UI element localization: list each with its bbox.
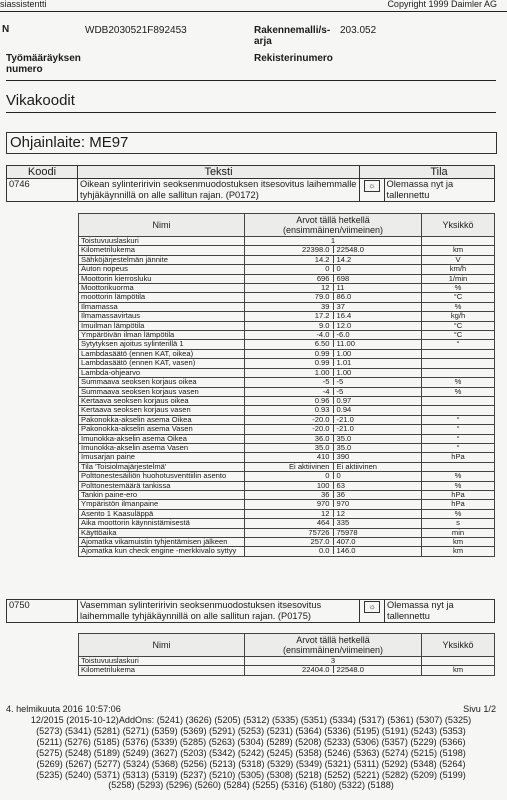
param-value-first: -20.0 xyxy=(312,415,330,424)
value-separator xyxy=(333,293,334,300)
param-values xyxy=(245,331,422,340)
param-name: moottorin lämpötila xyxy=(79,293,245,302)
param-value-first: 75726 xyxy=(308,528,330,537)
param-value-first: 6.50 xyxy=(314,339,330,349)
param-values xyxy=(245,500,422,509)
param-value-last: 63 xyxy=(336,481,345,490)
param-values xyxy=(245,359,422,368)
param-values xyxy=(245,340,422,349)
param-row xyxy=(79,528,495,537)
value-separator xyxy=(333,322,334,329)
param-value-first: 17.2 xyxy=(314,311,330,321)
param-value-last: 407.0 xyxy=(336,537,356,546)
value-separator xyxy=(333,435,334,442)
param-name: Kertaava seoksen korjaus vasen xyxy=(79,406,245,415)
param-row xyxy=(79,509,495,518)
param-value-last: -5 xyxy=(336,387,344,396)
param-name: Ilmamassa xyxy=(79,302,245,311)
param-row xyxy=(79,666,495,675)
param-name: Kilometrilukema xyxy=(79,666,245,675)
fault-code: 0750 xyxy=(7,600,78,623)
section-divider xyxy=(6,112,496,113)
param-row xyxy=(79,519,495,528)
param-name: Ilmamassavirtaus xyxy=(79,312,245,321)
param-row xyxy=(79,547,495,556)
param-values xyxy=(245,666,422,675)
param-unit xyxy=(422,657,495,666)
param-values xyxy=(245,349,422,358)
param-row xyxy=(79,387,495,396)
param-row xyxy=(79,331,495,340)
value-separator xyxy=(333,491,334,498)
param-unit: hPa xyxy=(422,453,495,462)
param-value-first: 970 xyxy=(316,499,330,509)
param-name: Lambdasäätö (ennen KAT, vasen) xyxy=(79,359,245,368)
param-unit: °C xyxy=(422,293,495,302)
param-unit: °C xyxy=(422,321,495,330)
param-value-first: 0.93 xyxy=(314,405,330,415)
param-name: Imusarjan paine xyxy=(79,453,245,462)
param-unit: km xyxy=(422,547,495,556)
param-row xyxy=(79,490,495,499)
param-value-last: -21.0 xyxy=(336,415,354,424)
value-separator xyxy=(333,444,334,451)
value-separator xyxy=(333,359,334,366)
param-value: 1 xyxy=(330,236,336,245)
value-separator xyxy=(333,369,334,376)
fault-code-table-1 xyxy=(6,165,495,202)
param-row xyxy=(79,255,495,264)
param-value-first: 0.96 xyxy=(314,396,330,405)
param-row xyxy=(79,396,495,405)
param-row xyxy=(79,302,495,311)
value-separator xyxy=(333,472,334,479)
param-unit: s xyxy=(422,519,495,528)
param-row xyxy=(79,265,495,274)
param-values xyxy=(245,547,422,556)
param-name: Pakonokka-akselin asema Oikea xyxy=(79,415,245,424)
param-value-first: 12 xyxy=(321,509,330,518)
value-separator xyxy=(333,500,334,507)
param-name: Imunokka-akselin asema Oikea xyxy=(79,434,245,443)
param-name: Lambdasäätö (ennen KAT, oikea) xyxy=(79,349,245,358)
param-name: Sytytyksen ajoitus sylinterillä 1 xyxy=(79,340,245,349)
param-value-last: 1.00 xyxy=(336,349,352,358)
param-row xyxy=(79,481,495,490)
param-value-last: 146.0 xyxy=(336,546,356,556)
param-values xyxy=(245,246,422,255)
param-name: Polttonestemäärä tankissa xyxy=(79,481,245,490)
param-unit: % xyxy=(422,472,495,481)
param-name: Asento 1 Kaasuläppä xyxy=(79,509,245,518)
header-divider xyxy=(0,11,507,12)
param-name: Toistuvuuslaskuri xyxy=(79,657,245,666)
param-unit: % xyxy=(422,302,495,311)
param-row xyxy=(79,312,495,321)
value-separator xyxy=(333,246,334,253)
param-values xyxy=(245,387,422,396)
param-value-last: 86.0 xyxy=(336,292,352,302)
param-value-last: 335 xyxy=(336,518,350,528)
param-unit: ° xyxy=(422,443,495,452)
param-name: Polttonestesäiliön huohotusventtiilin asento xyxy=(79,472,245,481)
param-unit xyxy=(422,462,495,471)
param-value-last: 37 xyxy=(336,302,345,311)
param-name-header: Nimi xyxy=(79,634,245,657)
value-separator xyxy=(333,406,334,413)
param-row xyxy=(79,462,495,471)
param-unit: V xyxy=(422,255,495,264)
sun-status-icon: ☼ xyxy=(364,180,380,192)
param-value-last: -5 xyxy=(336,377,344,387)
param-value-last: 35.0 xyxy=(336,443,352,452)
addons-line: (5235) (5240) (5371) (5313) (5319) (5237) (5210) (5305) (5308) (5218) (5252) (5221) (5282) (5209) (5199) xyxy=(36,769,466,780)
param-value-last: 0.97 xyxy=(336,396,352,405)
param-value-first: 12 xyxy=(321,283,330,293)
param-name: Kertaava seoksen korjaus oikea xyxy=(79,396,245,405)
param-unit xyxy=(422,368,495,377)
param-values xyxy=(245,368,422,377)
value-separator xyxy=(333,378,334,385)
param-values xyxy=(245,425,422,434)
param-value-first: 36.0 xyxy=(314,434,330,443)
param-values xyxy=(245,284,422,293)
param-row xyxy=(79,406,495,415)
value-separator xyxy=(333,256,334,263)
sun-status-icon: ☼ xyxy=(364,601,380,613)
param-row xyxy=(79,434,495,443)
value-separator xyxy=(333,275,334,282)
param-values-header: Arvot tällä hetkellä (ensimmäinen/viimeinen) xyxy=(245,634,422,657)
param-name: Ajomatka vikamuistin tyhjentämisen jälkeen xyxy=(79,538,245,547)
param-value-first: Ei aktiivinen xyxy=(288,462,330,471)
param-name: Aika moottorin käynnistämisestä xyxy=(79,519,245,528)
param-values xyxy=(245,472,422,481)
fin-value: WDB2030521F892453 xyxy=(85,25,187,36)
section-title: Vikakoodit xyxy=(6,92,75,109)
param-value: 3 xyxy=(330,656,336,665)
param-row xyxy=(79,368,495,377)
param-value-last: 0 xyxy=(336,264,341,274)
param-value-last: 22548.0 xyxy=(336,245,364,255)
header-bottom-divider xyxy=(6,80,496,81)
value-separator xyxy=(333,453,334,460)
param-value-last: 12 xyxy=(336,509,345,518)
param-unit: min xyxy=(422,528,495,537)
addons-line: (5273) (5341) (5281) (5271) (5359) (5369) (5291) (5253) (5231) (5364) (5336) (5195) (5191) (5243) (5353) xyxy=(36,725,466,736)
param-value-first: 464 xyxy=(316,518,330,528)
param-row xyxy=(79,293,495,302)
param-unit xyxy=(422,396,495,405)
text-header: Teksti xyxy=(78,166,360,179)
param-value-last: 16.4 xyxy=(336,311,352,321)
param-name: Toistuvuuslaskuri xyxy=(79,237,245,246)
param-value-first: -4.0 xyxy=(316,330,330,340)
param-unit: km/h xyxy=(422,265,495,274)
param-row xyxy=(79,359,495,368)
param-row xyxy=(79,443,495,452)
param-value-first: 22398.0 xyxy=(302,245,330,255)
param-value-first: -5 xyxy=(322,377,330,387)
param-value-first: 0.99 xyxy=(314,358,330,368)
param-unit: hPa xyxy=(422,500,495,509)
param-value-first: 410 xyxy=(316,452,330,462)
param-values xyxy=(245,312,422,321)
param-value-first: 39 xyxy=(321,302,330,311)
param-name-header: Nimi xyxy=(79,214,245,237)
param-values xyxy=(245,302,422,311)
param-value-last: 11.00 xyxy=(336,339,355,349)
addons-line: (5211) (5276) (5185) (5376) (5339) (5285) (5263) (5304) (5289) (5208) (5233) (5306) (5357) (5229) (5366) xyxy=(36,736,466,747)
value-separator xyxy=(333,425,334,432)
param-name: Auton nopeus xyxy=(79,265,245,274)
param-name: Summaava seoksen korjaus vasen xyxy=(79,387,245,396)
param-value-first: 0.0 xyxy=(318,546,330,556)
param-value-last: 0.94 xyxy=(336,405,352,415)
value-separator xyxy=(333,284,334,291)
param-unit: % xyxy=(422,387,495,396)
addons-list xyxy=(6,715,496,791)
code-header: Koodi xyxy=(7,166,78,179)
fault-status: Olemassa nyt ja tallennettu xyxy=(384,179,495,202)
param-value-first: 696 xyxy=(316,274,330,283)
param-row xyxy=(79,415,495,424)
param-values xyxy=(245,321,422,330)
param-value-last: 1.00 xyxy=(336,368,352,377)
param-unit: km xyxy=(422,246,495,255)
param-row xyxy=(79,321,495,330)
param-unit: kg/h xyxy=(422,312,495,321)
param-row xyxy=(79,246,495,255)
param-value-last: 14.2 xyxy=(336,255,352,264)
param-row xyxy=(79,472,495,481)
value-separator xyxy=(333,416,334,423)
param-row xyxy=(79,657,495,666)
param-row xyxy=(79,500,495,509)
param-values xyxy=(245,265,422,274)
model-label: Rakennemalli/s-arja xyxy=(254,25,331,47)
value-separator xyxy=(333,463,334,470)
param-value-last: 698 xyxy=(336,274,350,283)
param-values xyxy=(245,443,422,452)
param-unit-header: Yksikkö xyxy=(422,214,495,237)
param-value-first: 257.0 xyxy=(310,537,330,546)
addons-line: (5258) (5293) (5296) (5260) (5284) (5255) (5316) (5180) (5322) (5188) xyxy=(108,780,394,791)
param-unit: km xyxy=(422,538,495,547)
control-unit-title: Ohjainlaite: ME97 xyxy=(10,134,129,151)
param-value-last: 11 xyxy=(336,283,345,293)
value-separator xyxy=(333,388,334,395)
param-unit: % xyxy=(422,509,495,518)
param-unit: % xyxy=(422,284,495,293)
print-date: 4. helmikuuta 2016 10:57:06 xyxy=(6,704,121,714)
param-name: Imunokka-akselin asema Vasen xyxy=(79,443,245,452)
param-row xyxy=(79,425,495,434)
param-row xyxy=(79,340,495,349)
value-separator xyxy=(333,538,334,545)
param-unit: ° xyxy=(422,415,495,424)
status-header: Tila xyxy=(384,166,495,179)
param-name: Ympäröivän ilman lämpötila xyxy=(79,331,245,340)
value-separator xyxy=(333,529,334,536)
param-name: Imuilman lämpötila xyxy=(79,321,245,330)
param-row xyxy=(79,538,495,547)
param-row xyxy=(79,237,495,246)
param-name: Lambda-ohjearvo xyxy=(79,368,245,377)
param-values xyxy=(245,462,422,471)
value-separator xyxy=(333,397,334,404)
param-value-first: 9.0 xyxy=(318,321,330,330)
param-value-first: 1.00 xyxy=(314,368,330,377)
param-values xyxy=(245,406,422,415)
fault-status: Olemassa nyt ja tallennettu xyxy=(385,600,495,623)
param-value-first: 0 xyxy=(325,471,330,481)
param-unit-header: Yksikkö xyxy=(422,634,495,657)
value-separator xyxy=(333,666,334,673)
param-values xyxy=(245,509,422,518)
param-value-first: 36 xyxy=(321,490,330,499)
param-value-last: -6.0 xyxy=(336,330,350,340)
value-separator xyxy=(333,331,334,338)
addons-line: 12/2015 (2015-10-12)AddOns: (5241) (3626) (5205) (5312) (5335) (5351) (5334) (5317) (5361) (5307) (5325) xyxy=(30,715,472,725)
param-value-last: 36 xyxy=(336,490,345,499)
param-name: Summaava seoksen korjaus oikea xyxy=(79,378,245,387)
param-name: Tila 'Toisiolmajärjestelmä' xyxy=(79,462,245,471)
addons-line: (5269) (5267) (5277) (5324) (5368) (5256) (5213) (5318) (5329) (5349) (5321) (5311) (5292) (5348) (5264) xyxy=(36,758,466,769)
param-value-first: 100 xyxy=(316,481,330,490)
param-values xyxy=(245,396,422,405)
fault-code-table-2 xyxy=(6,599,495,623)
control-unit-box xyxy=(6,132,497,154)
value-separator xyxy=(333,265,334,272)
param-name: Moottorin kierrosluku xyxy=(79,274,245,283)
app-title: siassistentti xyxy=(0,0,47,9)
param-values xyxy=(245,490,422,499)
fault-code: 0746 xyxy=(7,179,78,202)
param-values xyxy=(245,255,422,264)
addons-line: (5275) (5248) (5189) (5249) (3627) (5203) (5342) (5242) (5245) (5358) (5246) (5363) (5274) (5215) (5198) xyxy=(36,747,466,758)
param-value-last: 970 xyxy=(336,499,350,509)
param-values xyxy=(245,274,422,283)
param-unit: ° xyxy=(422,340,495,349)
param-value-last: 1.01 xyxy=(336,358,352,368)
param-value-last: 390 xyxy=(336,452,350,462)
value-separator xyxy=(333,510,334,517)
value-separator xyxy=(333,547,334,554)
param-row xyxy=(79,378,495,387)
param-name: Pakonokka-akselin asema Vasen xyxy=(79,425,245,434)
value-separator xyxy=(333,312,334,319)
param-values xyxy=(245,453,422,462)
param-name: Käyttöaika xyxy=(79,528,245,537)
param-values xyxy=(245,657,422,666)
param-values xyxy=(245,378,422,387)
param-value-last: Ei aktiivinen xyxy=(336,462,378,471)
param-unit: % xyxy=(422,481,495,490)
fault-text: Oikean sylinteririvin seoksenmuodostuksen itsesovitus laihemmalle tyhjäkäynnillä on alle sallitun rajan. (P0172) xyxy=(78,179,360,202)
param-row xyxy=(79,349,495,358)
param-value-first: -4 xyxy=(322,387,330,396)
param-values xyxy=(245,415,422,424)
param-values xyxy=(245,528,422,537)
param-name: Tankin paine-ero xyxy=(79,490,245,499)
param-row xyxy=(79,284,495,293)
param-values xyxy=(245,237,422,246)
param-values xyxy=(245,481,422,490)
param-values xyxy=(245,293,422,302)
value-separator xyxy=(333,340,334,347)
param-row xyxy=(79,274,495,283)
model-value: 203.052 xyxy=(340,25,377,36)
param-value-first: 0 xyxy=(325,264,330,274)
page-number: Sivu 1/2 xyxy=(463,704,496,714)
value-separator xyxy=(333,519,334,526)
param-unit: 1/min xyxy=(422,274,495,283)
param-value-first: -20.0 xyxy=(312,424,330,434)
param-name: Ajomatka kun check engine -merkkivalo syttyy xyxy=(79,547,245,556)
param-value-first: 22404.0 xyxy=(302,665,330,675)
param-row xyxy=(79,453,495,462)
param-value-first: 79.0 xyxy=(314,292,330,302)
param-name: Kilometrilukema xyxy=(79,246,245,255)
param-value-last: 0 xyxy=(336,471,341,481)
param-value-first: 0.99 xyxy=(314,349,330,358)
param-value-last: 75978 xyxy=(336,528,358,537)
param-value-first: 14.2 xyxy=(314,255,330,264)
param-value-last: 12.0 xyxy=(336,321,352,330)
value-separator xyxy=(333,350,334,357)
param-unit xyxy=(422,349,495,358)
fin-label: N xyxy=(2,24,10,35)
param-unit: km xyxy=(422,666,495,675)
param-unit: ° xyxy=(422,425,495,434)
param-unit: % xyxy=(422,378,495,387)
freeze-frame-table-1 xyxy=(78,213,495,557)
param-unit xyxy=(422,406,495,415)
param-values xyxy=(245,434,422,443)
param-value-last: -21.0 xyxy=(336,424,354,434)
param-values xyxy=(245,538,422,547)
param-value-last: 22548.0 xyxy=(336,665,364,675)
param-unit xyxy=(422,359,495,368)
work-order-label: Työmääräyksen numero xyxy=(6,53,81,75)
value-separator xyxy=(333,482,334,489)
param-value-first: 35.0 xyxy=(314,443,330,452)
param-name: Moottorikuorma xyxy=(79,284,245,293)
param-name: Ympäristön ilmanpaine xyxy=(79,500,245,509)
fault-text: Vasemman sylinteririvin seoksenmuodostuksen itsesovitus laihemmalle tyhjäkäynnillä on alle sallitun rajan. (P0175) xyxy=(78,600,360,623)
value-separator xyxy=(333,303,334,310)
param-unit: hPa xyxy=(422,490,495,499)
param-unit: ° xyxy=(422,434,495,443)
param-value-last: 35.0 xyxy=(336,434,352,443)
param-unit xyxy=(422,237,495,246)
param-unit: °C xyxy=(422,331,495,340)
copyright: Copyright 1999 Daimler AG xyxy=(387,0,497,9)
freeze-frame-table-2 xyxy=(78,633,495,676)
param-values xyxy=(245,519,422,528)
param-values-header: Arvot tällä hetkellä (ensimmäinen/viimeinen) xyxy=(245,214,422,237)
registration-label: Rekisterinumero xyxy=(254,53,333,64)
footer xyxy=(6,704,496,791)
param-name: Sähköjärjestelmän jännite xyxy=(79,255,245,264)
